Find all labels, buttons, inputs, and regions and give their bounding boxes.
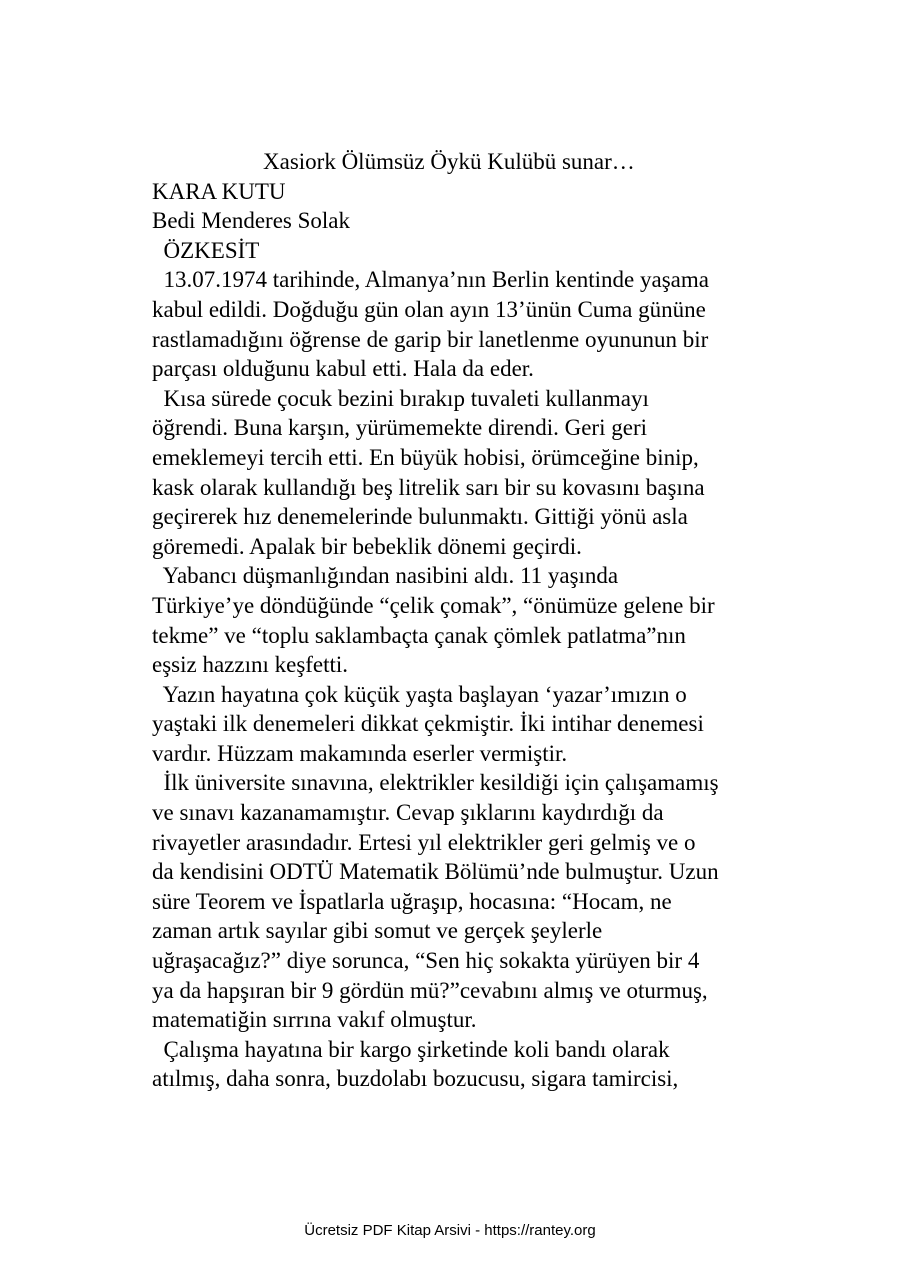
body-line: ve sınavı kazanamamıştır. Cevap şıklarını kaydırdığı da bbox=[152, 800, 664, 826]
body-line: zaman artık sayılar gibi somut ve gerçek şeylerle bbox=[152, 918, 603, 944]
body-line: atılmış, daha sonra, buzdolabı bozucusu, sigara tamircisi, bbox=[152, 1066, 679, 1092]
body-line: ya da hapşıran bir 9 gördün mü?”cevabını almış ve oturmuş, bbox=[152, 977, 708, 1003]
body-line: öğrendi. Buna karşın, yürümemekte direndi. Geri geri bbox=[152, 415, 647, 441]
body-line: İlk üniversite sınavına, elektrikler kesildiği için çalışamamış bbox=[152, 770, 719, 796]
body-line: eşsiz hazzını keşfetti. bbox=[152, 652, 349, 678]
body-line: uğraşacağız?” diye sorunca, “Sen hiç sokakta yürüyen bir 4 bbox=[152, 948, 700, 974]
body-line: göremedi. Apalak bir bebeklik dönemi geçirdi. bbox=[152, 533, 582, 559]
body-line: kabul edildi. Doğduğu gün olan ayın 13’ünün Cuma gününe bbox=[152, 296, 706, 322]
page-footer: Ücretsiz PDF Kitap Arsivi - https://rantey.org bbox=[304, 1222, 596, 1239]
body-line: Yazın hayatına çok küçük yaşta başlayan ‘yazar’ımızın o bbox=[152, 681, 687, 707]
body-line: vardır. Hüzzam makamında eserler vermiştir. bbox=[152, 740, 568, 766]
document-body bbox=[152, 147, 802, 1094]
section-heading: ÖZKESİT bbox=[152, 237, 260, 263]
author-name: Bedi Menderes Solak bbox=[152, 208, 351, 234]
body-line: parçası olduğunu kabul etti. Hala da eder. bbox=[152, 356, 534, 382]
body-line: rastlamadığını öğrense de garip bir lanetlenme oyununun bir bbox=[152, 326, 709, 352]
body-line: 13.07.1974 tarihinde, Almanya’nın Berlin kentinde yaşama bbox=[152, 267, 709, 293]
body-line: Yabancı düşmanlığından nasibini aldı. 11 yaşında bbox=[152, 563, 619, 589]
body-line: yaştaki ilk denemeleri dikkat çekmiştir. İki intihar denemesi bbox=[152, 711, 704, 737]
body-line: da kendisini ODTÜ Matematik Bölümü’nde bulmuştur. Uzun bbox=[152, 859, 719, 885]
body-line: Türkiye’ye döndüğünde “çelik çomak”, “önümüze gelene bir bbox=[152, 592, 715, 618]
body-line: tekme” ve “toplu saklambaçta çanak çömlek patlatma”nın bbox=[152, 622, 686, 648]
story-title: KARA KUTU bbox=[152, 178, 286, 204]
body-line: emeklemeyi tercih etti. En büyük hobisi, örümceğine binip, bbox=[152, 444, 699, 470]
body-line: Çalışma hayatına bir kargo şirketinde koli bandı olarak bbox=[152, 1036, 670, 1062]
body-line: matematiğin sırrına vakıf olmuştur. bbox=[152, 1007, 477, 1033]
body-line: geçirerek hız denemelerinde bulunmaktı. Gittiği yönü asla bbox=[152, 504, 688, 530]
body-line: rivayetler arasındadır. Ertesi yıl elektrikler geri gelmiş ve o bbox=[152, 829, 696, 855]
body-line: Kısa sürede çocuk bezini bırakıp tuvaleti kullanmayı bbox=[152, 385, 649, 411]
intro-line: Xasiork Ölümsüz Öykü Kulübü sunar… bbox=[263, 149, 635, 174]
body-line: süre Teorem ve İspatlarla uğraşıp, hocasına: “Hocam, ne bbox=[152, 888, 672, 914]
body-line: kask olarak kullandığı beş litrelik sarı bir su kovasını başına bbox=[152, 474, 705, 500]
